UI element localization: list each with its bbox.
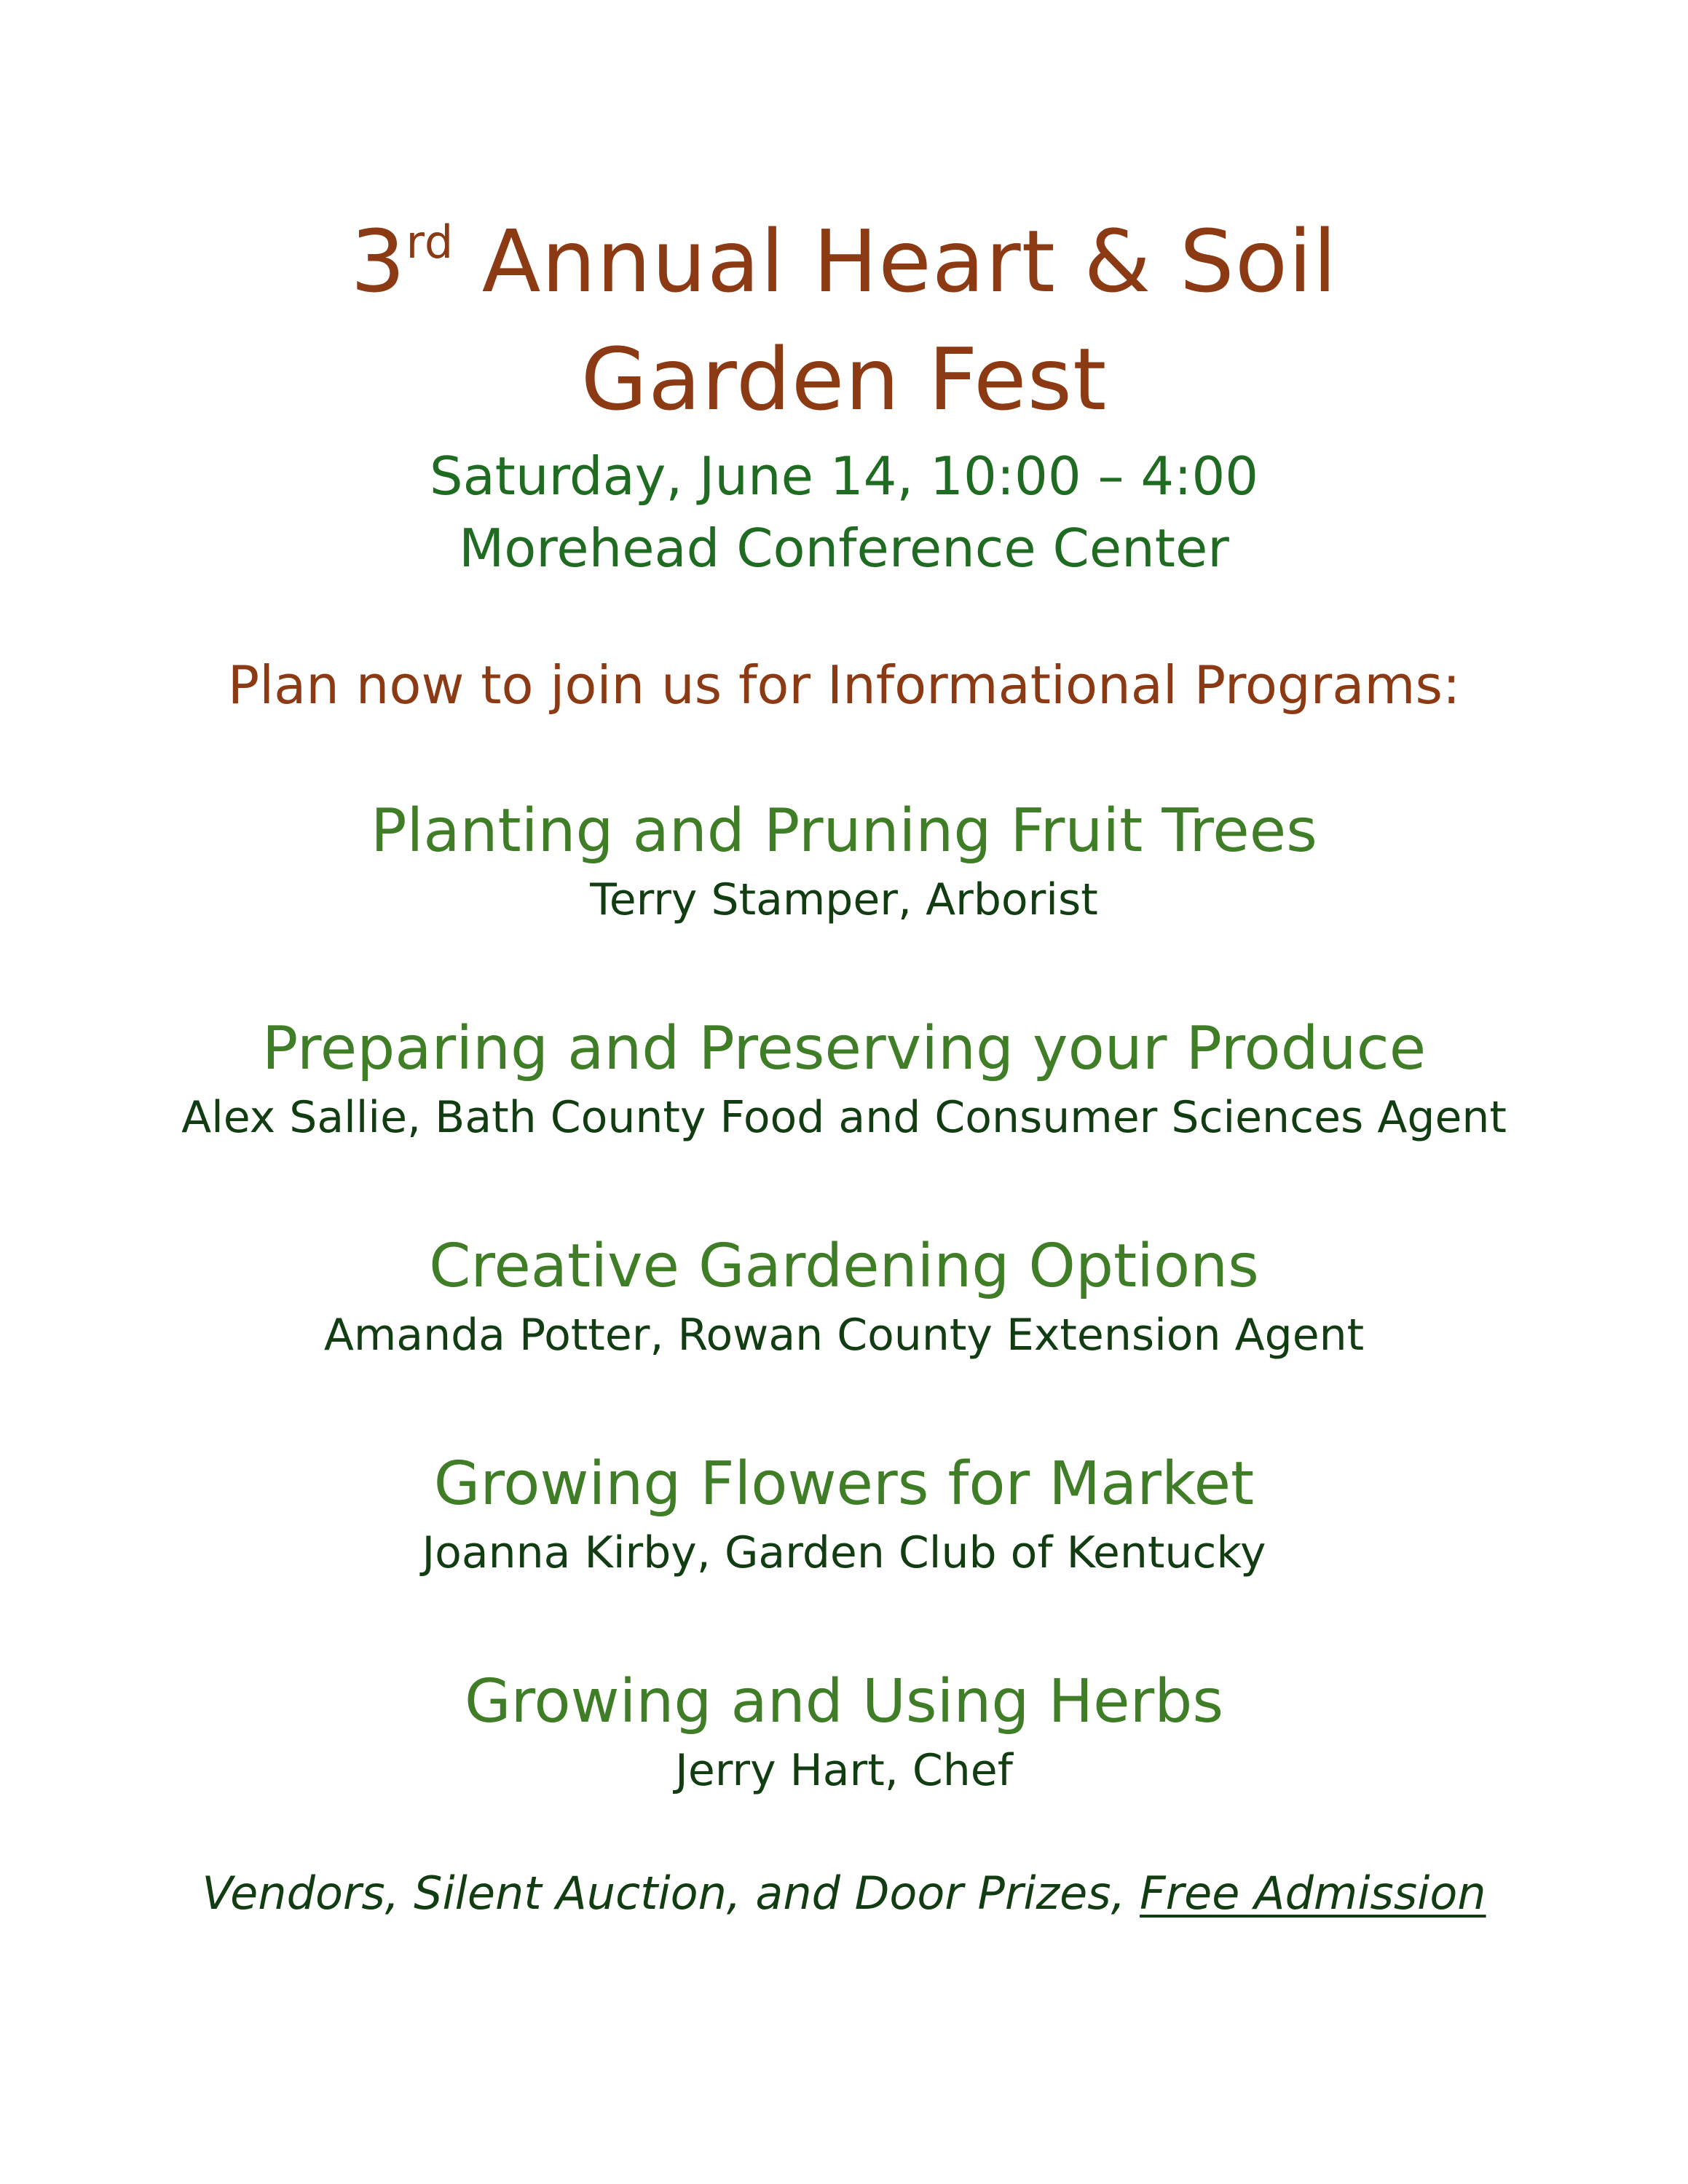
program-title-2: Preparing and Preserving your Produce [261,1014,1427,1083]
flyer-title-line2: Garden Fest [580,329,1108,430]
title-ordinal-suffix: rd [406,215,454,269]
title-ordinal-number: 3 [350,211,406,312]
program-speaker-2: Alex Sallie, Bath County Food and Consumer Sciences Agent [181,1092,1507,1143]
flyer-title-line1 [0,211,1688,312]
program-title-5: Growing and Using Herbs [464,1667,1224,1736]
program-title-3: Creative Gardening Options [429,1232,1259,1301]
footer-text: Vendors, Silent Auction, and Door Prizes, [202,1867,1140,1920]
programs-intro: Plan now to join us for Informational Programs: [227,654,1461,716]
program-title-1: Planting and Pruning Fruit Trees [371,796,1317,866]
event-date-time: Saturday, June 14, 10:00 – 4:00 [429,446,1259,507]
program-speaker-3: Amanda Potter, Rowan County Extension Agent [323,1310,1365,1361]
program-speaker-4: Joanna Kirby, Garden Club of Kentucky [422,1527,1266,1578]
program-speaker-5: Jerry Hart, Chef [675,1745,1013,1796]
title-line1-rest: Annual Heart & Soil [454,211,1338,312]
program-speaker-1: Terry Stamper, Arborist [590,874,1098,925]
program-title-4: Growing Flowers for Market [433,1449,1255,1519]
free-admission-emphasis: Free Admission [1140,1867,1486,1920]
footer-note [0,1867,1688,1920]
event-location: Morehead Conference Center [459,518,1229,579]
